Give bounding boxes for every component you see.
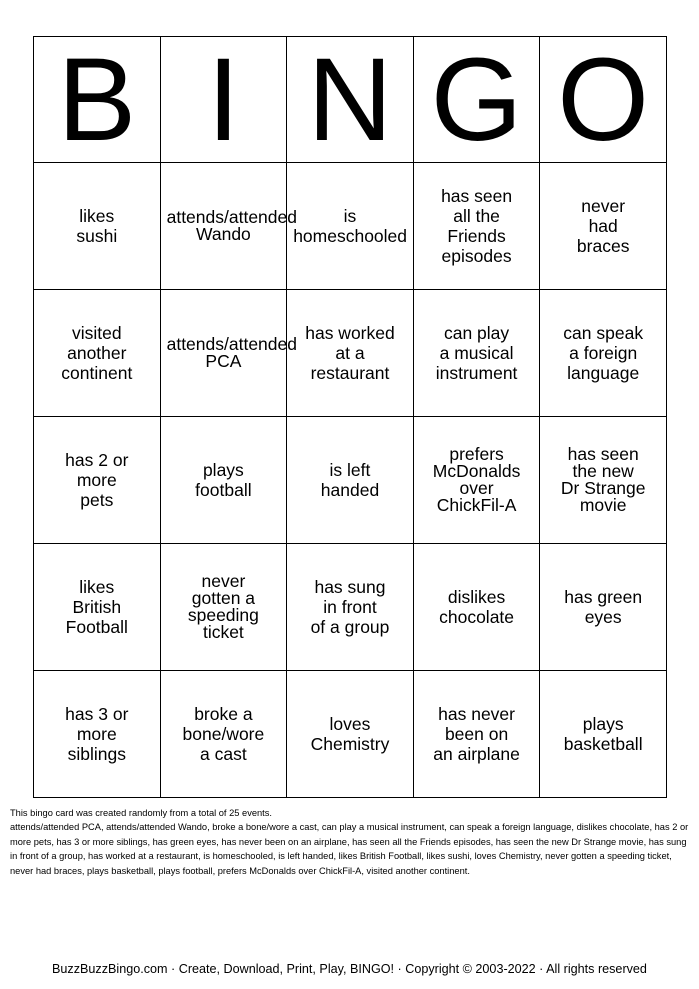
header-letter-i: I [160,37,287,163]
bingo-row [34,290,667,417]
header-letter-g: G [413,37,540,163]
bingo-cell: has sung in front of a group [287,544,414,671]
header-letter-o: O [540,37,667,163]
bingo-card [33,33,667,798]
bingo-cell: has 2 or more pets [34,417,161,544]
card-info-events: attends/attended PCA, attends/attended Wando, broke a bone/wore a cast, can play a musical instrument, can speak a foreign language, dislikes chocolate, has 2 or more pets, has 3 or more siblings, has green eyes, has never been on an airplane, has seen all the Friends episodes, has seen the new Dr Strange movie, has sung in front of a group, has worked at a restaurant, is homeschooled, is left handed, likes British Football, likes sushi, loves Chemistry, never gotten a speeding ticket, never had braces, plays basketball, plays football, prefers McDonalds over ChickFil-A, visited another continent. [10,822,689,876]
bingo-cell: visited another continent [34,290,161,417]
bingo-cell: has seen all the Friends episodes [413,163,540,290]
bingo-cell: likes British Football [34,544,161,671]
bingo-cell: plays football [160,417,287,544]
bingo-cell: never gotten a speeding ticket [160,544,287,671]
header-letter-n: N [287,37,414,163]
bingo-row [34,544,667,671]
bingo-cell: dislikes chocolate [413,544,540,671]
bingo-cell: has never been on an airplane [413,671,540,798]
bingo-cell: can speak a foreign language [540,290,667,417]
bingo-header-row [34,37,667,163]
bingo-cell: is left handed [287,417,414,544]
bingo-cell: attends/attended Wando [160,163,287,290]
bingo-cell: has green eyes [540,544,667,671]
bingo-cell: is homeschooled [287,163,414,290]
bingo-cell: plays basketball [540,671,667,798]
bingo-cell: has seen the new Dr Strange movie [540,417,667,544]
card-info [10,806,690,878]
bingo-cell: has worked at a restaurant [287,290,414,417]
bingo-cell: broke a bone/wore a cast [160,671,287,798]
bingo-row [34,671,667,798]
bingo-cell: never had braces [540,163,667,290]
page-footer: BuzzBuzzBingo.com · Create, Download, Print, Play, BINGO! · Copyright © 2003-2022 · All rights reserved [52,962,647,976]
bingo-cell: likes sushi [34,163,161,290]
bingo-cell: has 3 or more siblings [34,671,161,798]
bingo-cell: prefers McDonalds over ChickFil-A [413,417,540,544]
bingo-cell: attends/attended PCA [160,290,287,417]
bingo-row [34,417,667,544]
bingo-cell: can play a musical instrument [413,290,540,417]
header-letter-b: B [34,37,161,163]
bingo-row [34,163,667,290]
card-info-summary: This bingo card was created randomly from a total of 25 events. [10,808,272,818]
bingo-cell: loves Chemistry [287,671,414,798]
